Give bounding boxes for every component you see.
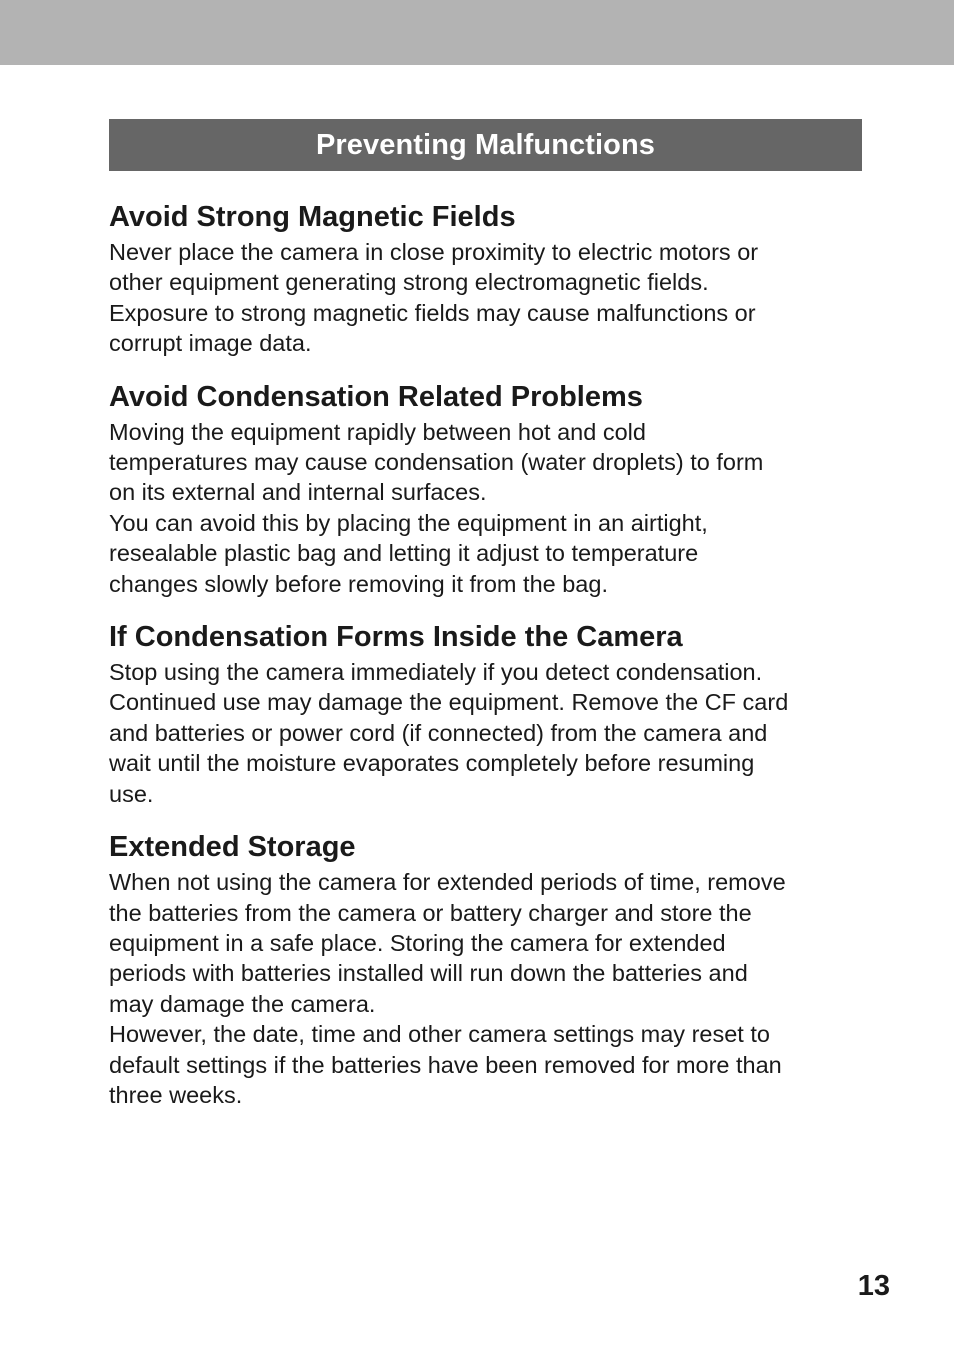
section-condensation-inside [109,617,869,809]
paragraph-line: Never place the camera in close proximity to electric motors or [109,239,759,265]
section-heading: If Condensation Forms Inside the Camera [109,621,683,654]
paragraph-line: default settings if the batteries have been removed for more than [109,1051,782,1078]
section-magnetic-fields [109,197,869,359]
paragraph-line: changes slowly before removing it from the bag. [109,570,608,597]
section-heading: Extended Storage [109,831,356,864]
paragraph-line: However, the date, time and other camera settings may reset to [109,1021,770,1048]
paragraph-line: Stop using the camera immediately if you detect condensation. [109,659,763,686]
paragraph-line: resealable plastic bag and letting it adjust to temperature [109,540,699,567]
section-condensation-problems [109,377,869,599]
paragraph-line: and batteries or power cord (if connected) from the camera and [109,719,768,746]
paragraph-line: periods with batteries installed will run down the batteries and [109,960,748,987]
paragraph-line: the batteries from the camera or battery charger and store the [109,899,752,926]
content [109,197,869,1128]
paragraph-line: other equipment generating strong electromagnetic fields. [109,269,709,296]
section-extended-storage [109,827,869,1110]
paragraph-line: When not using the camera for extended periods of time, remove [109,869,786,896]
section-heading: Avoid Strong Magnetic Fields [109,201,516,233]
paragraph-line: equipment in a safe place. Storing the camera for extended [109,929,726,956]
page-title: Preventing Malfunctions [315,128,656,161]
paragraph-line: three weeks. [109,1081,243,1108]
page-number: 13 [857,1270,890,1302]
title-bar [109,119,862,171]
paragraph-line: use. [109,780,154,807]
paragraph-line: You can avoid this by placing the equipment in an airtight, [109,509,708,536]
paragraph-line: wait until the moisture evaporates completely before resuming [109,750,755,777]
paragraph-line: Moving the equipment rapidly between hot and cold [109,418,646,445]
paragraph-line: Exposure to strong magnetic fields may cause malfunctions or [109,299,756,326]
top-band [0,0,954,65]
paragraph-line: corrupt image data. [109,330,312,357]
paragraph-line: on its external and internal surfaces. [109,479,487,506]
paragraph-line: may damage the camera. [109,990,376,1017]
paragraph-line: Continued use may damage the equipment. Remove the CF card [109,689,789,716]
paragraph-line: temperatures may cause condensation (water droplets) to form [109,449,764,476]
section-heading: Avoid Condensation Related Problems [109,380,643,413]
